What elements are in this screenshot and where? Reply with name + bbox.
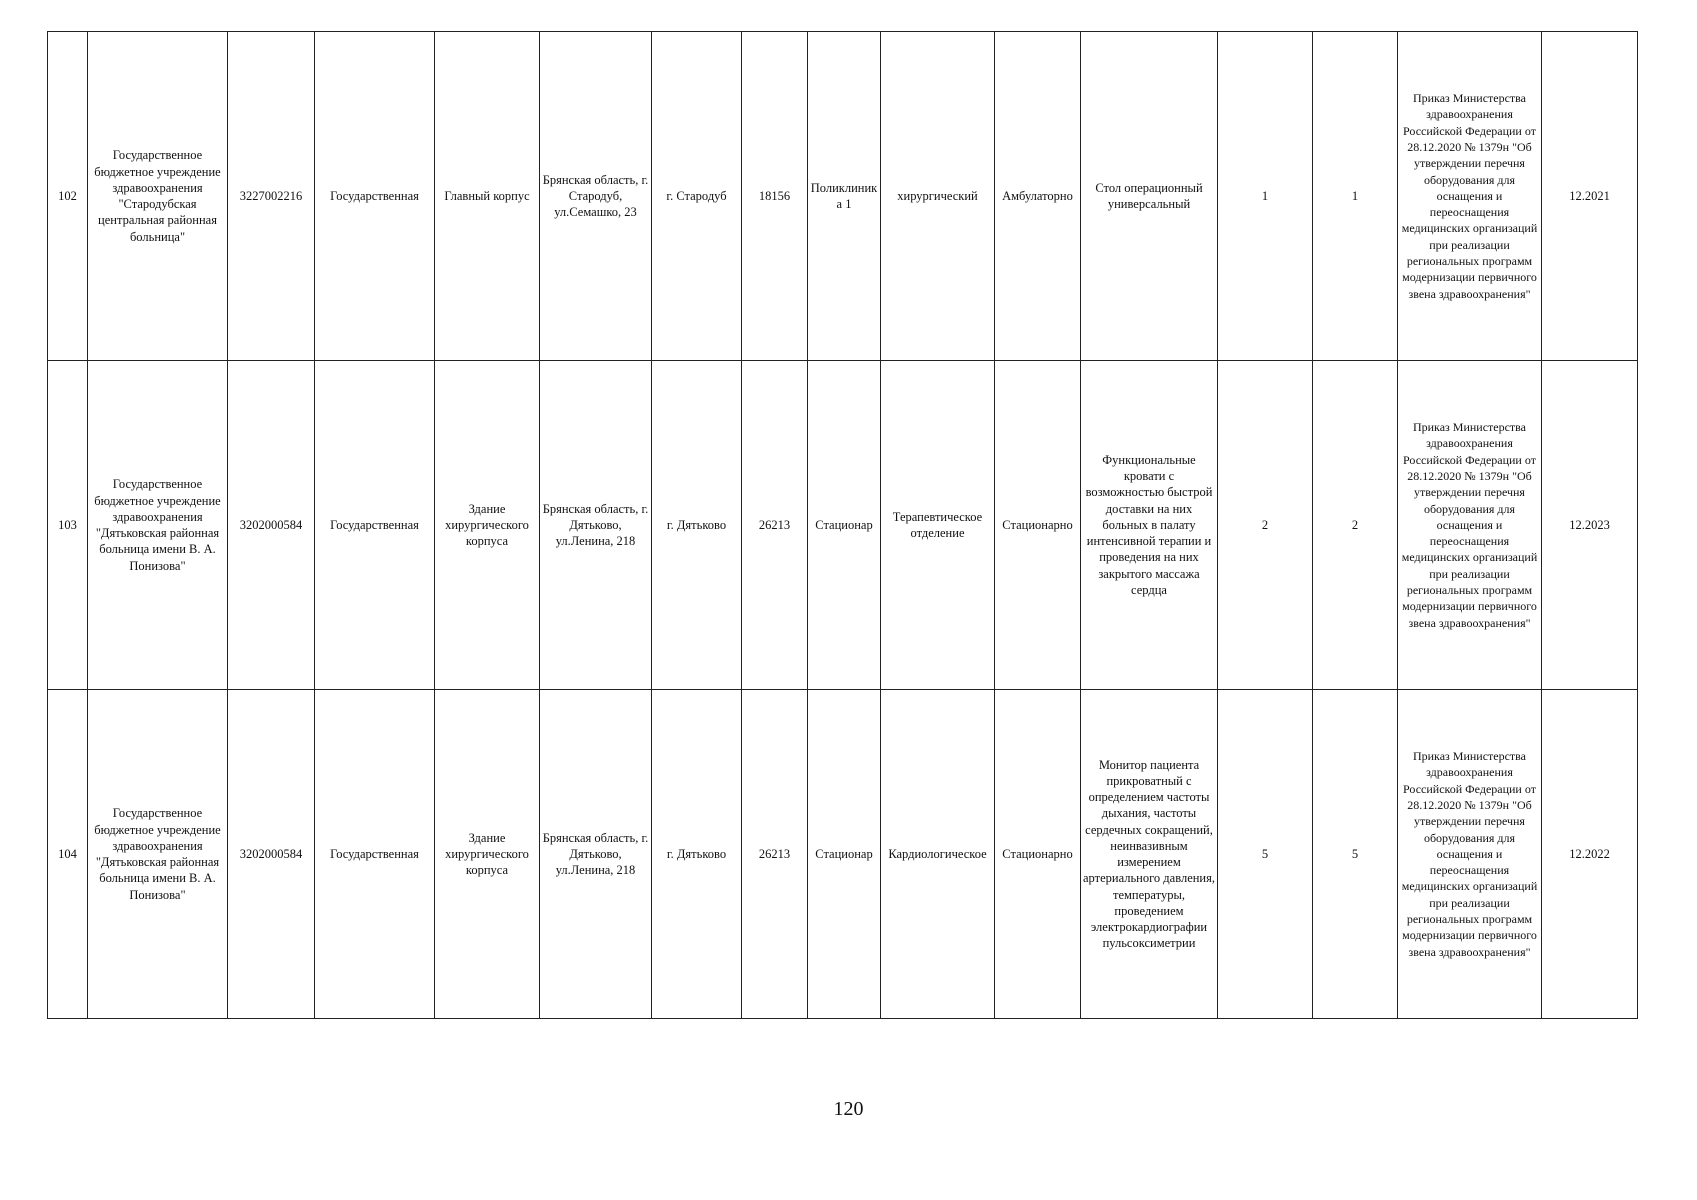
address: Брянская область, г. Стародуб, ул.Семашко, 23 (540, 32, 652, 361)
quantity-total: 1 (1313, 32, 1398, 361)
city: г. Дятьково (652, 690, 742, 1019)
organization-name: Государственное бюджетное учреждение здравоохранения "Дятьковская районная больница имени В. А. Понизова" (88, 361, 228, 690)
city: г. Дятьково (652, 361, 742, 690)
table-row (48, 361, 1638, 690)
population: 26213 (742, 690, 808, 1019)
legal-basis-order: Приказ Министерства здравоохранения Российской Федерации от 28.12.2020 № 1379н "Об утверждении перечня оборудования для оснащения и переоснащения медицинских организаций при реализации региональных программ модернизации первичного звена здравоохранения" (1398, 361, 1542, 690)
equipment-table (47, 31, 1638, 1019)
legal-basis-order: Приказ Министерства здравоохранения Российской Федерации от 28.12.2020 № 1379н "Об утверждении перечня оборудования для оснащения и переоснащения медицинских организаций при реализации региональных программ модернизации первичного звена здравоохранения" (1398, 690, 1542, 1019)
population: 26213 (742, 361, 808, 690)
inn-code: 3202000584 (228, 690, 315, 1019)
organization-name: Государственное бюджетное учреждение здравоохранения "Дятьковская районная больница имени В. А. Понизова" (88, 690, 228, 1019)
quantity-total: 5 (1313, 690, 1398, 1019)
city: г. Стародуб (652, 32, 742, 361)
department-name: Терапевтическое отделение (881, 361, 995, 690)
equipment-name: Монитор пациента прикроватный с определением частоты дыхания, частоты сердечных сокращений, неинвазивным измерением артериального давления, температуры, проведением электрокардиографии пульсоксиметрии (1081, 690, 1218, 1019)
delivery-date: 12.2023 (1542, 361, 1638, 690)
address: Брянская область, г. Дятьково, ул.Ленина, 218 (540, 361, 652, 690)
legal-basis-order: Приказ Министерства здравоохранения Российской Федерации от 28.12.2020 № 1379н "Об утверждении перечня оборудования для оснащения и переоснащения медицинских организаций при реализации региональных программ модернизации первичного звена здравоохранения" (1398, 32, 1542, 361)
row-number: 102 (48, 32, 88, 361)
delivery-date: 12.2021 (1542, 32, 1638, 361)
building-name: Главный корпус (435, 32, 540, 361)
ownership-form: Государственная (315, 690, 435, 1019)
care-type: Стационарно (995, 690, 1081, 1019)
page-number: 120 (833, 1098, 864, 1120)
equipment-name: Стол операционный универсальный (1081, 32, 1218, 361)
quantity-planned: 1 (1218, 32, 1313, 361)
department-name: хирургический (881, 32, 995, 361)
unit-name: Стационар (808, 690, 881, 1019)
department-name: Кардиологическое (881, 690, 995, 1019)
table-row (48, 690, 1638, 1019)
care-type: Стационарно (995, 361, 1081, 690)
care-type: Амбулаторно (995, 32, 1081, 361)
organization-name: Государственное бюджетное учреждение здравоохранения "Стародубская центральная районная больница" (88, 32, 228, 361)
delivery-date: 12.2022 (1542, 690, 1638, 1019)
quantity-planned: 5 (1218, 690, 1313, 1019)
inn-code: 3227002216 (228, 32, 315, 361)
row-number: 103 (48, 361, 88, 690)
row-number: 104 (48, 690, 88, 1019)
population: 18156 (742, 32, 808, 361)
ownership-form: Государственная (315, 32, 435, 361)
ownership-form: Государственная (315, 361, 435, 690)
equipment-name: Функциональные кровати с возможностью быстрой доставки на них больных в палату интенсивной терапии и проведения на них закрытого массажа сердца (1081, 361, 1218, 690)
address: Брянская область, г. Дятьково, ул.Ленина, 218 (540, 690, 652, 1019)
building-name: Здание хирургического корпуса (435, 361, 540, 690)
unit-name: Поликлиника 1 (808, 32, 881, 361)
quantity-planned: 2 (1218, 361, 1313, 690)
inn-code: 3202000584 (228, 361, 315, 690)
unit-name: Стационар (808, 361, 881, 690)
quantity-total: 2 (1313, 361, 1398, 690)
table-row (48, 32, 1638, 361)
building-name: Здание хирургического корпуса (435, 690, 540, 1019)
